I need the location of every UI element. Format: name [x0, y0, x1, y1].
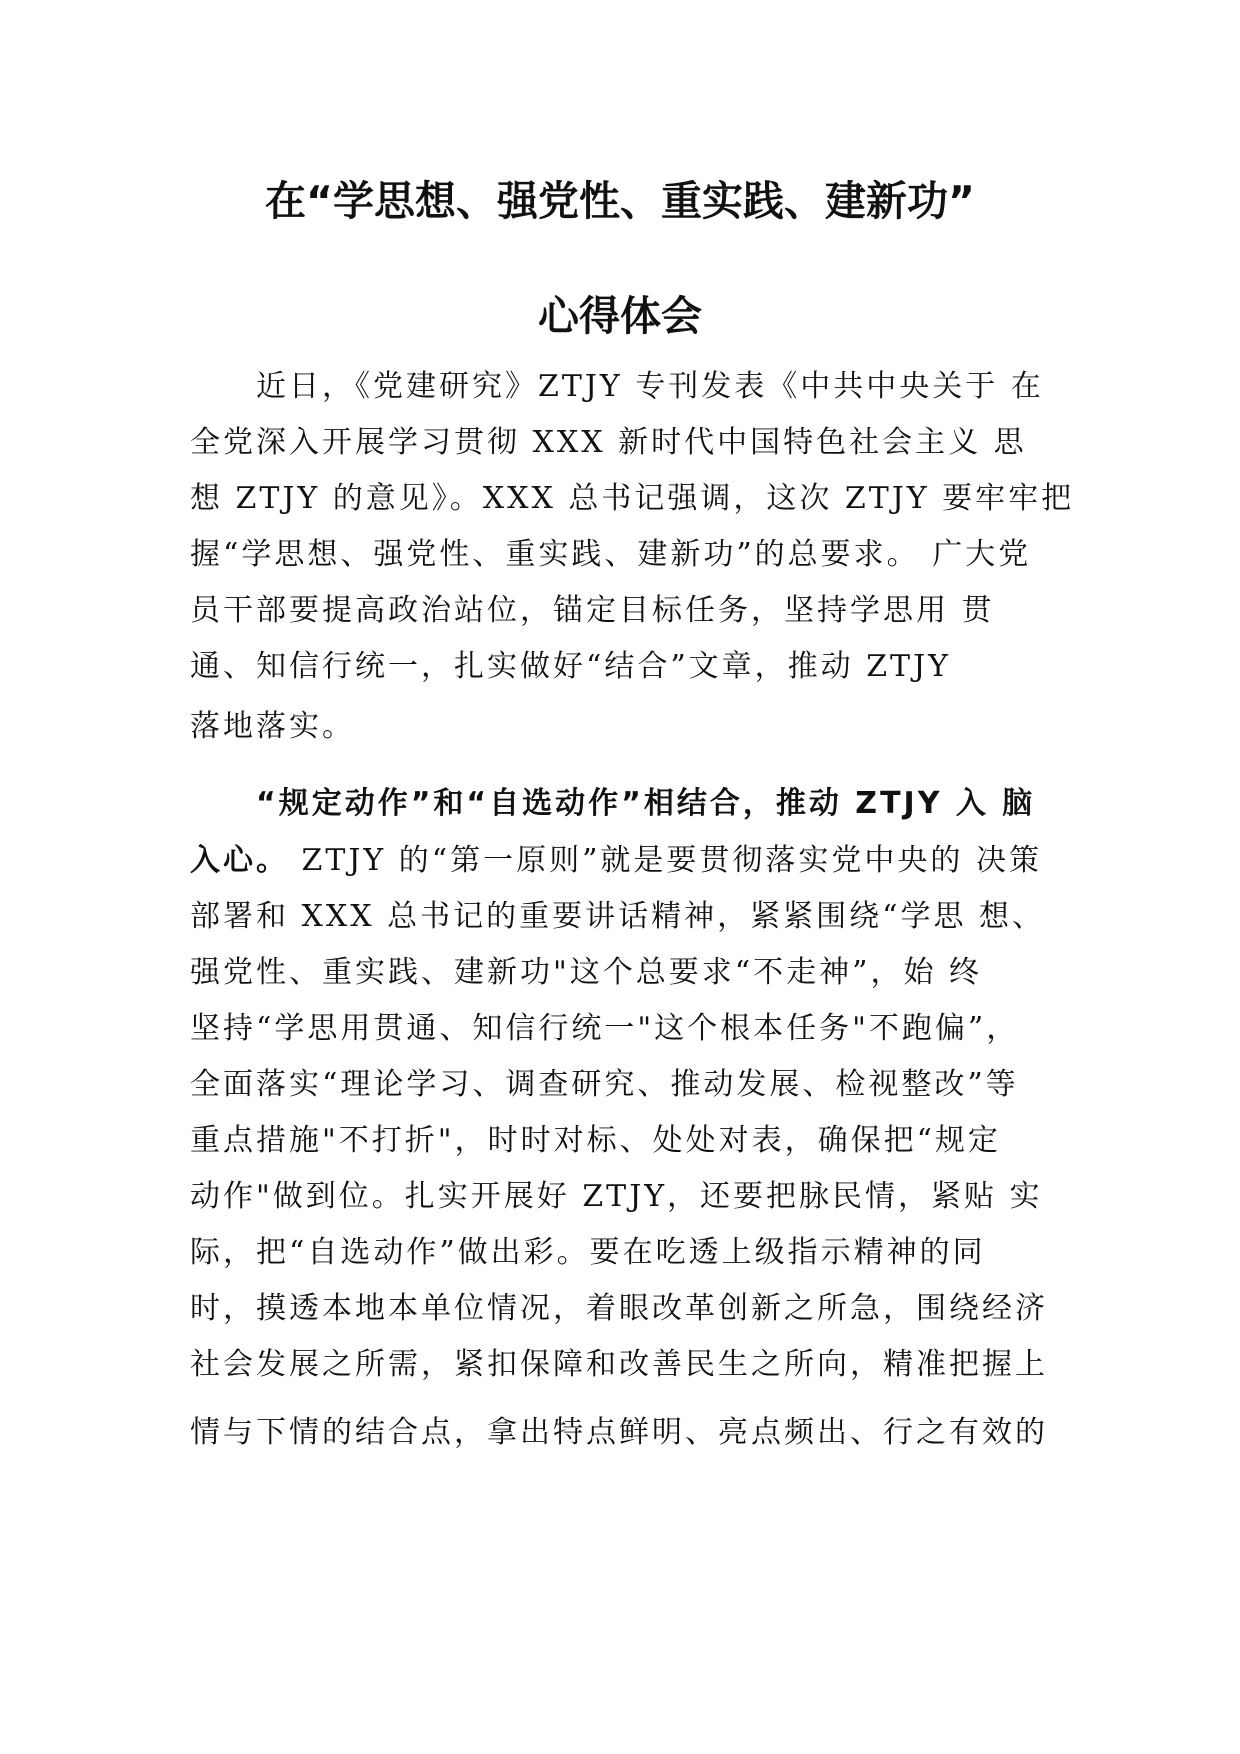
paragraph-1-line-6: 通、知信行统一，扎实做好“结合”文章，推动 ZTJY: [190, 649, 951, 684]
paragraph-1-line-4: 握“学思想、强党性、重实践、建新功”的总要求。 广大党: [190, 537, 1032, 572]
document-title-line-1: 在“学思想、强党性、重实践、建新功”: [265, 177, 975, 225]
paragraph-2-line-7: 重点措施"不打折"，时时对标、处处对表，确保把“规定: [190, 1123, 1001, 1158]
paragraph-2-line-12: 情与下情的结合点，拿出特点鲜明、亮点频出、行之有效的: [190, 1415, 1048, 1450]
paragraph-2-line-2: [190, 841, 1042, 881]
paragraph-2-heading-end: 入心。: [190, 843, 289, 878]
paragraph-1-line-5: 员干部要提高政治站位，锚定目标任务，坚持学思用 贯: [190, 593, 995, 628]
paragraph-2-line-10: 时，摸透本地本单位情况，着眼改革创新之所急，围绕经济: [190, 1291, 1048, 1326]
paragraph-2-line-11: 社会发展之所需，紧扣保障和改善民生之所向，精准把握上: [190, 1347, 1048, 1382]
paragraph-2-line-5: 坚持“学思用贯通、知信行统一"这个根本任务"不跑偏”，: [190, 1011, 1020, 1046]
paragraph-2-line-3: 部署和 XXX 总书记的重要讲话精神，紧紧围绕“学思 想、: [190, 899, 1046, 934]
paragraph-1-line-3: 想 ZTJY 的意见》。XXX 总书记强调，这次 ZTJY 要牢牢把: [190, 481, 1075, 516]
paragraph-1-line-2: 全党深入开展学习贯彻 XXX 新时代中国特色社会主义 思: [190, 425, 1027, 460]
paragraph-2-line-2-text: ZTJY 的“第一原则”就是要贯彻落实党中央的 决策: [289, 843, 1042, 878]
paragraph-2-line-8: 动作"做到位。扎实开展好 ZTJY，还要把脉民情，紧贴 实: [190, 1179, 1043, 1214]
paragraph-2-line-6: 全面落实“理论学习、调查研究、推动发展、检视整改”等: [190, 1067, 1019, 1102]
document-title-line-2: 心得体会: [538, 292, 702, 340]
paragraph-2-line-4: 强党性、重实践、建新功"这个总要求“不走神”，始 终: [190, 955, 983, 990]
paragraph-1-line-1: 近日，《党建研究》ZTJY 专刊发表《中共中央关于 在: [256, 369, 1044, 404]
paragraph-2-line-9: 际，把“自选动作”做出彩。要在吃透上级指示精神的同: [190, 1235, 986, 1270]
paragraph-2-heading-line-1: “规定动作”和“自选动作”相结合，推动 ZTJY 入 脑: [256, 786, 1036, 821]
paragraph-1-line-7: 落地落实。: [190, 709, 355, 744]
